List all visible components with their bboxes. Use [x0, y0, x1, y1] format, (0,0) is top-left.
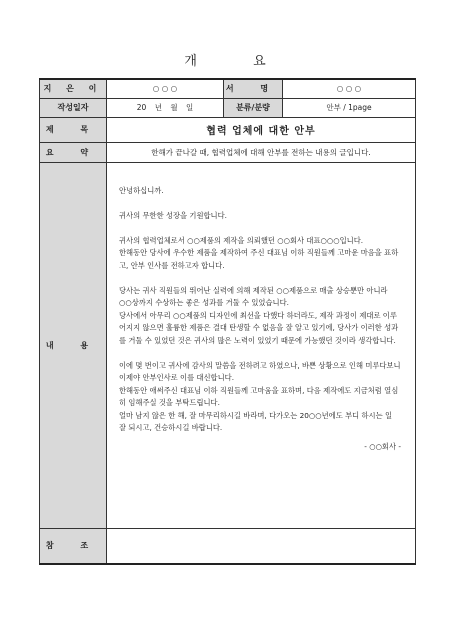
subject-value: 협력 업체에 대한 안부	[107, 117, 416, 142]
overview-form	[39, 78, 416, 565]
summary-value: 한해가 끝나갈 때, 협력업체에 대해 안부를 전하는 내용의 글입니다.	[107, 142, 416, 162]
signature-value: ○ ○ ○	[283, 79, 416, 98]
date-value: 20 년 월 일	[107, 98, 224, 117]
content-paragraph: 당사는 귀사 직원들의 뛰어난 실력에 의해 제작된 ○○제품으로 매출 상승뿐만 아니라 ○○상까지 수상하는 좋은 성과를 거둘 수 있었습니다.	[119, 285, 388, 307]
summary-label: 요 약	[40, 142, 107, 162]
content-body	[107, 162, 416, 528]
sign-off: - ○○회사 -	[364, 441, 401, 451]
category-value: 안부 / 1page	[283, 98, 416, 117]
content-paragraph: 이에 몇 번이고 귀사에 감사의 말씀을 전하려고 하였으나, 바쁜 상황으로 인해 미루다보니 이제야 안부인사로 이를 대신합니다.	[119, 360, 401, 382]
author-label: 지 은 이	[40, 79, 107, 98]
reference-label: 참 조	[40, 528, 107, 564]
content-paragraph: 귀사의 무한한 성장을 기원합니다.	[119, 210, 227, 220]
content-paragraph: 안녕하십니까.	[119, 185, 164, 195]
content-label: 내 용	[40, 162, 107, 528]
content-paragraph: 한해동안 당사에 우수한 제품을 제작하여 주신 대표님 이하 직원들께 고마운 마음을 표하고, 안부 인사를 전하고자 합니다.	[119, 248, 399, 270]
content-paragraph: 귀사의 협력업체로서 ○○제품의 제작을 의뢰했던 ○○회사 대표○○○입니다.	[119, 235, 364, 245]
page-title: 개 요	[184, 54, 292, 69]
subject-label: 제 목	[40, 117, 107, 142]
author-value: ○ ○ ○	[107, 79, 224, 98]
reference-value	[107, 528, 416, 564]
date-label: 작성일자	[40, 98, 107, 117]
content-paragraph: 얼마 남지 않은 한 해, 잘 마무리하시길 바라며, 다가오는 20○○년에도 부디 하시는 일 잘 되시고, 건승하시길 바랍니다.	[119, 410, 393, 432]
content-paragraph: 한해동안 애써주신 대표님 이하 직원들께 고마움을 표하며, 다음 제작에도 지금처럼 열심히 임해주실 것을 부탁드립니다.	[119, 385, 399, 407]
content-paragraph: 당사에서 아무리 ○○제품의 디자인에 최선을 다했다 하더라도, 제작 과정이 제대로 이루어지지 않으면 훌륭한 제품은 결대 탄생할 수 없음을 잘 알고 있기에, 당사가 이러한 성과를 거둘 수 있었던 것은 귀사의 많은 노력이 있었기 때문에 가능했던 것이라 생각합니다.	[119, 310, 399, 345]
category-label: 분류/분량	[224, 98, 283, 117]
signature-label: 서 명	[224, 79, 283, 98]
